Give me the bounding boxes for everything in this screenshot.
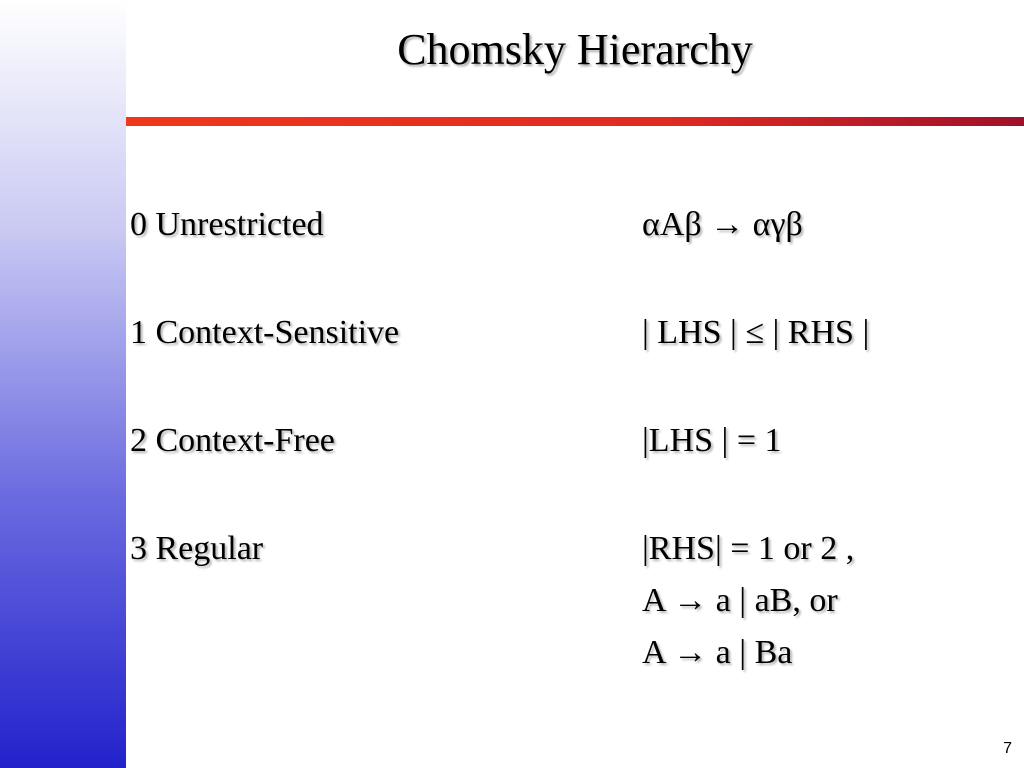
level-3-rule-line-3: A → a | Ba [642, 634, 793, 671]
level-1-rule: | LHS | ≤ | RHS | [642, 314, 870, 351]
side-gradient-bar [0, 0, 126, 768]
level-3-label: 3 Regular [130, 530, 264, 567]
level-3-rule-line-2: A → a | aB, or [642, 582, 838, 619]
slide-title: Chomsky Hierarchy [397, 25, 753, 74]
title-underline-rule [126, 117, 1024, 126]
page-number: 7 [1003, 740, 1012, 757]
level-1-label: 1 Context-Sensitive [130, 314, 400, 351]
level-2-rule: |LHS | = 1 [642, 422, 782, 459]
level-3-rule-line-1: |RHS| = 1 or 2 , [642, 530, 855, 567]
level-0-rule: αAβ → αγβ [642, 206, 803, 243]
level-0-label: 0 Unrestricted [130, 206, 324, 243]
level-2-label: 2 Context-Free [130, 422, 335, 459]
